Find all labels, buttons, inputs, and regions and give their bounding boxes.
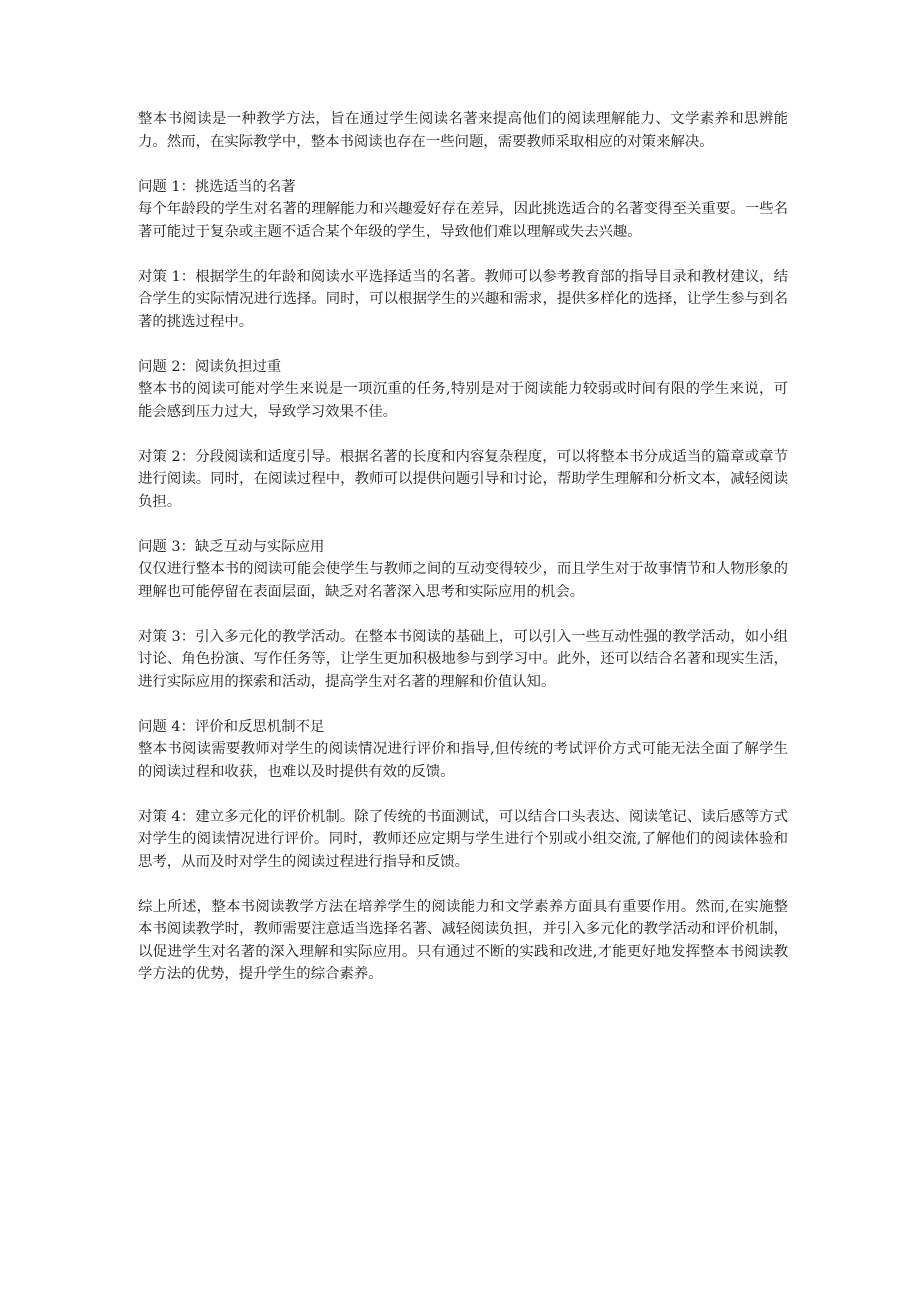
- problem-3-body: 仅仅进行整本书的阅读可能会使学生与教师之间的互动变得较少，而且学生对于故事情节和人物形象的理解也可能停留在表面层面，缺乏对名著深入思考和实际应用的机会。: [138, 561, 788, 600]
- problem-3-heading: 问题 3：缺乏互动与实际应用: [138, 538, 325, 555]
- strategy-1-paragraph: 对策 1：根据学生的年龄和阅读水平选择适当的名著。教师可以参考教育部的指导目录和教材建议，结合学生的实际情况进行选择。同时，可以根据学生的兴趣和需求，提供多样化的选择，让学生参与到名著的挑选过程中。: [138, 268, 788, 330]
- problem-1-heading: 问题 1：挑选适当的名著: [138, 178, 296, 195]
- problem-4-heading: 问题 4：评价和反思机制不足: [138, 718, 325, 735]
- intro-paragraph: 整本书阅读是一种教学方法，旨在通过学生阅读名著来提高他们的阅读理解能力、文学素养和思辨能力。然而，在实际教学中，整本书阅读也存在一些问题，需要教师采取相应的对策来解决。: [138, 111, 788, 150]
- problem-4-body: 整本书阅读需要教师对学生的阅读情况进行评价和指导,但传统的考试评价方式可能无法全面了解学生的阅读过程和收获，也难以及时提供有效的反馈。: [138, 741, 788, 780]
- problem-2-body: 整本书的阅读可能对学生来说是一项沉重的任务,特别是对于阅读能力较弱或时间有限的学生来说，可能会感到压力过大，导致学习效果不佳。: [138, 381, 788, 420]
- problem-3-section: [138, 536, 788, 604]
- problem-1-section: [138, 176, 788, 244]
- conclusion-paragraph: 综上所述，整本书阅读教学方法在培养学生的阅读能力和文学素养方面具有重要作用。然而,在实施整本书阅读教学时，教师需要注意适当选择名著、减轻阅读负担，并引入多元化的教学活动和评价机制，以促进学生对名著的深入理解和实际应用。只有通过不断的实践和改进,才能更好地发挥整本书阅读教学方法的优势，提升学生的综合素养。: [138, 898, 788, 982]
- problem-2-heading: 问题 2：阅读负担过重: [138, 358, 282, 375]
- problem-1-body: 每个年龄段的学生对名著的理解能力和兴趣爱好存在差异，因此挑选适合的名著变得至关重要。一些名著可能过于复杂或主题不适合某个年级的学生，导致他们难以理解或失去兴趣。: [138, 201, 788, 240]
- strategy-4-paragraph: 对策 4：建立多元化的评价机制。除了传统的书面测试，可以结合口头表达、阅读笔记、读后感等方式对学生的阅读情况进行评价。同时，教师还应定期与学生进行个别或小组交流,了解他们的阅读体验和思考，从而及时对学生的阅读过程进行指导和反馈。: [138, 808, 788, 870]
- strategy-2-paragraph: 对策 2：分段阅读和适度引导。根据名著的长度和内容复杂程度，可以将整本书分成适当的篇章或章节进行阅读。同时，在阅读过程中，教师可以提供问题引导和讨论，帮助学生理解和分析文本，减轻阅读负担。: [138, 448, 788, 510]
- problem-2-section: [138, 356, 788, 424]
- strategy-3-paragraph: 对策 3：引入多元化的教学活动。在整本书阅读的基础上，可以引入一些互动性强的教学活动，如小组讨论、角色扮演、写作任务等，让学生更加积极地参与到学习中。此外，还可以结合名著和现实生活，进行实际应用的探索和活动，提高学生对名著的理解和价值认知。: [138, 628, 788, 690]
- problem-4-section: [138, 716, 788, 784]
- document-page: [138, 108, 788, 1008]
